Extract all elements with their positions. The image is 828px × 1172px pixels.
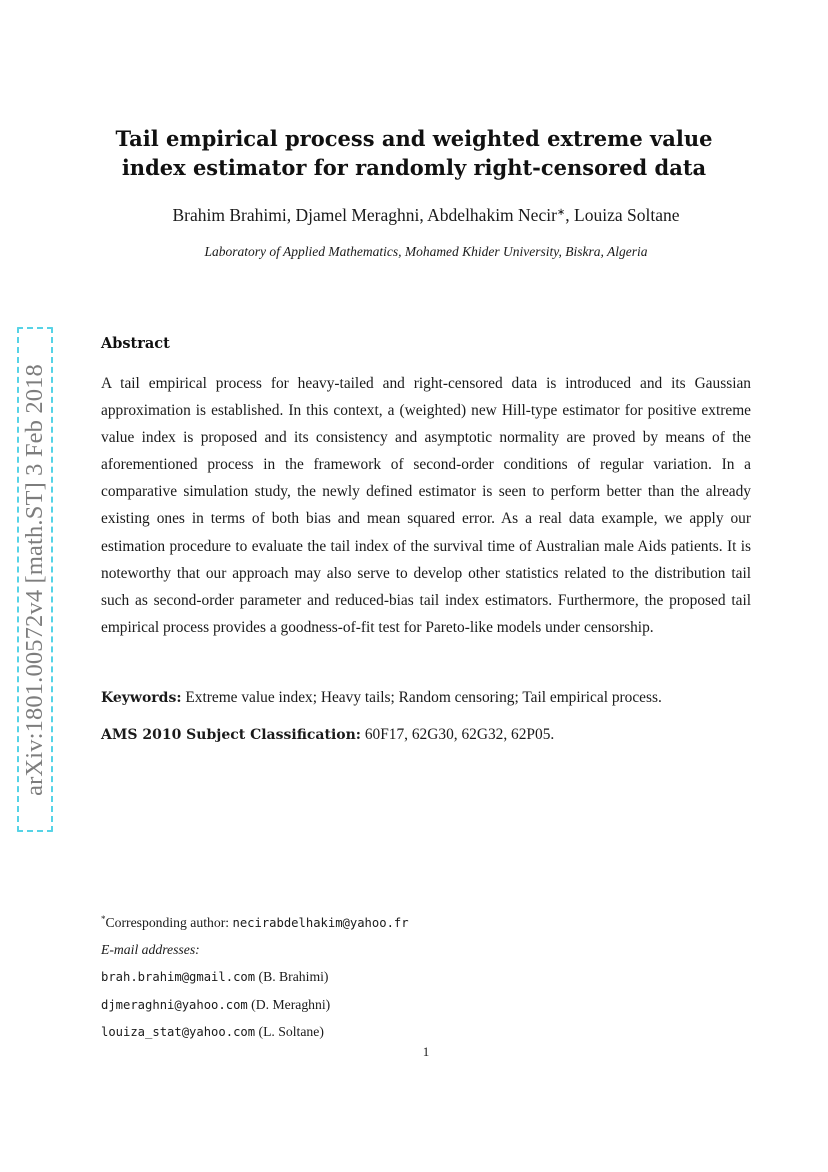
email-owner-meraghni: (D. Meraghni) [247,997,331,1012]
arxiv-identifier[interactable]: arXiv:1801.00572v4 [math.ST] 3 Feb 2018 [21,363,48,796]
footnote-mark: * [101,914,106,924]
ams-label: AMS 2010 Subject Classification: [101,727,361,743]
email-entry-brahimi [101,969,328,985]
corresponding-author-mark: ∗ [556,207,566,218]
ams-classification [101,726,554,744]
authors-tail: , Louiza Soltane [565,205,680,225]
arxiv-stamp [17,327,53,832]
paper-title [0,124,828,182]
keywords-label: Keywords: [101,690,182,706]
keywords [101,689,662,707]
corresponding-email-link[interactable]: necirabdelhakim@yahoo.fr [232,916,409,930]
author-list [0,204,828,226]
abstract-body: A tail empirical process for heavy-tailed and right-censored data is introduced and its Gaussian approximation is established. In this context, a (weighted) new Hill-type estimator for positive extreme value index is proposed and its consistency and asymptotic normality are proved by means of the aforementioned process in the framework of second-order conditions of regular variation. In a comparative simulation study, the newly defined estimator is seen to perform better than the already existing ones in terms of both bias and mean squared error. As a real data example, we apply our estimation procedure to evaluate the tail index of the survival time of Australian male Aids patients. It is noteworthy that our approach may also serve to develop other statistics related to the distribution tail such as second-order parameter and reduced-bias tail index estimators. Furthermore, the proposed tail empirical process provides a goodness-of-fit test for Pareto-like models under censorship. [101,375,751,636]
email-link-brahimi[interactable]: brah.brahim@gmail.com [101,970,256,984]
paper-title-line-2: index estimator for randomly right-censored data [121,155,707,180]
ams-codes: 60F17, 62G30, 62G32, 62P05. [364,726,555,743]
email-link-soltane[interactable]: louiza_stat@yahoo.com [101,1025,256,1039]
authors-main: Brahim Brahimi, Djamel Meraghni, Abdelhakim Necir [172,205,557,225]
abstract-heading: Abstract [101,335,170,352]
email-link-meraghni[interactable]: djmeraghni@yahoo.com [101,998,248,1012]
email-owner-brahimi: (B. Brahimi) [255,969,329,984]
page-number: 1 [422,1044,430,1059]
email-owner-soltane: (L. Soltane) [255,1024,324,1039]
affiliation: Laboratory of Applied Mathematics, Mohamed Khider University, Biskra, Algeria [204,244,648,259]
email-entry-soltane [101,1024,324,1040]
email-addresses-label: E-mail addresses: [101,942,200,957]
corresponding-label: Corresponding author: [105,915,233,930]
email-entry-meraghni [101,997,330,1013]
corresponding-author-footnote [101,915,409,931]
paper-title-line-1: Tail empirical process and weighted extreme value [115,126,713,151]
keywords-text: Extreme value index; Heavy tails; Random censoring; Tail empirical process. [185,689,662,706]
